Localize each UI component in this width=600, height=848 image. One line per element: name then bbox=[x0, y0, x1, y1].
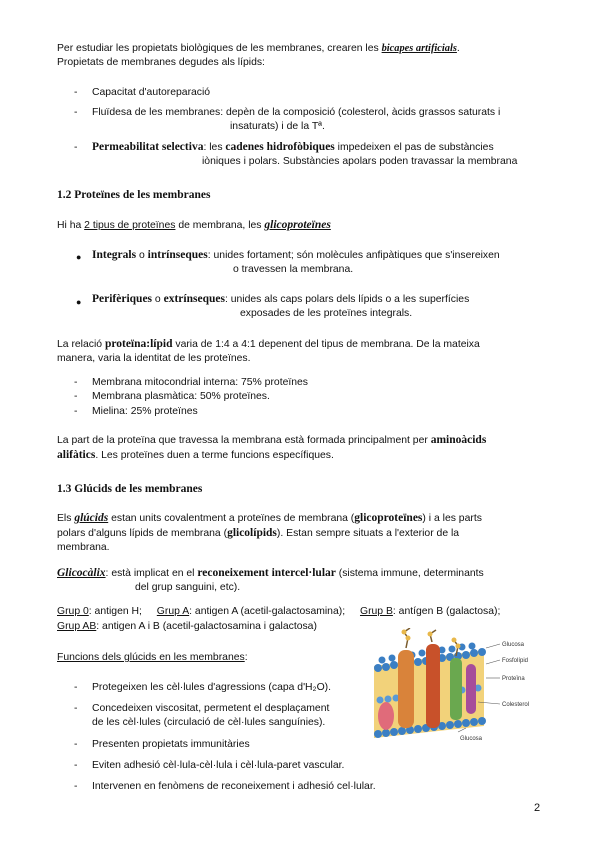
figure-label: Fosfolípid bbox=[502, 658, 529, 664]
dash: - bbox=[74, 87, 78, 98]
blood-groups-line1: Grup 0: antigen H; Grup A: antigen A (acetil-galactosamina); Grup B: antígen B (galactosa); bbox=[57, 606, 501, 617]
page-number: 2 bbox=[534, 802, 541, 814]
list-item: Membrana mitocondrial interna: 75% proteïnes bbox=[92, 377, 309, 388]
function-item: Protegeixen les cèl·lules d'agressions (capa d'H₂O). bbox=[92, 682, 332, 693]
dash: - bbox=[74, 391, 78, 402]
list-item: Permeabilitat selectiva: les cadenes hidrofòbiques impedeixen el pas de substàncies bbox=[92, 141, 494, 153]
protein-shape bbox=[466, 664, 476, 714]
figure-label: Colesterol bbox=[502, 702, 530, 708]
dash: - bbox=[74, 739, 78, 750]
dash: - bbox=[74, 406, 78, 417]
term-glicoproteines: glicoproteïnes bbox=[264, 219, 331, 231]
protein-shape bbox=[378, 702, 394, 730]
figure-label: Proteïna bbox=[502, 676, 525, 682]
function-item: Concedeixen viscositat, permetent el desplaçament bbox=[92, 703, 330, 714]
part-paragraph: La part de la proteïna que travessa la membrana està formada principalment per aminoàcids bbox=[57, 434, 487, 446]
ratio-line2: manera, varia la identitat de les proteïnes. bbox=[57, 353, 251, 364]
functions-heading: Funcions dels glúcids en les membranes: bbox=[57, 652, 248, 663]
list-item-cont: insaturats) i de la Tª. bbox=[230, 121, 325, 132]
bullet-item: Integrals o intrínseques: unides fortament; són molècules anfipàtiques que s'insereixen bbox=[92, 249, 500, 261]
term-bicapes: bicapes artificials bbox=[381, 43, 457, 54]
list-item: Capacitat d'autoreparació bbox=[92, 87, 211, 98]
dash: - bbox=[74, 377, 78, 388]
function-item: Eviten adhesió cèl·lula-cèl·lula i cèl·lula-paret vascular. bbox=[92, 760, 345, 771]
dash: - bbox=[74, 682, 78, 693]
figure-label: Glucosa bbox=[460, 736, 483, 742]
glucids-paragraph: Els glúcids estan units covalentment a proteïnes de membrana (glicoproteïnes) i a les parts bbox=[57, 512, 482, 524]
list-item: Fluïdesa de les membranes: depèn de la composició (colesterol, àcids grassos saturats i bbox=[92, 107, 501, 118]
ratio-paragraph: La relació proteïna:lípid varia de 1:4 a 4:1 depenent del tipus de membrana. De la mateixa bbox=[57, 338, 480, 350]
intro-line2: Propietats de membranes degudes als lípids: bbox=[57, 57, 265, 68]
protein-shape bbox=[398, 650, 414, 728]
dash: - bbox=[74, 142, 78, 153]
glucids-line2: polars d'alguns lípids de membrana (glicolípids). Estan sempre situats a l'exterior de la bbox=[57, 527, 460, 539]
list-item-cont: iòniques i polars. Substàncies apolars poden travassar la membrana bbox=[202, 156, 518, 167]
glucids-line3: membrana. bbox=[57, 542, 110, 553]
bullet-item: Perifèriques o extrínseques: unides als caps polars dels lípids o a les superfícies bbox=[92, 293, 470, 305]
list-item: Mielina: 25% proteïnes bbox=[92, 406, 198, 417]
protein-shape bbox=[426, 644, 440, 728]
bullet-icon: ● bbox=[76, 252, 82, 262]
dash: - bbox=[74, 781, 78, 792]
dash: - bbox=[74, 107, 78, 118]
glicocalix-line2: del grup sanguini, etc). bbox=[135, 582, 241, 593]
section-heading-1-2: 1.2 Proteïnes de les membranes bbox=[57, 189, 211, 201]
list-item: Membrana plasmàtica: 50% proteïnes. bbox=[92, 391, 270, 402]
part-line2: alifàtics. Les proteïnes duen a terme funcions específiques. bbox=[57, 449, 334, 461]
function-item: Presenten propietats immunitàries bbox=[92, 739, 250, 750]
function-item-cont: de les cèl·lules (circulació de cèl·lules sanguínies). bbox=[92, 717, 326, 728]
membrane-illustration bbox=[366, 628, 546, 758]
bullet-icon: ● bbox=[76, 297, 82, 307]
dash: - bbox=[74, 760, 78, 771]
intro-paragraph: Per estudiar les propietats biològiques de les membranes, crearen les bicapes artificials. bbox=[57, 43, 460, 54]
sec12-intro: Hi ha 2 tipus de proteïnes de membrana, les glicoproteïnes bbox=[57, 219, 331, 231]
bullet-item-cont: exposades de les proteïnes integrals. bbox=[240, 308, 413, 319]
bullet-item-cont: o travessen la membrana. bbox=[233, 264, 354, 275]
function-item: Intervenen en fenòmens de reconeixement i adhesió cel·lular. bbox=[92, 781, 376, 792]
blood-groups-line2: Grup AB: antigen A i B (acetil-galactosamina i galactosa) bbox=[57, 621, 317, 632]
protein-shape bbox=[450, 658, 462, 720]
dash: - bbox=[74, 703, 78, 714]
figure-label: Glucosa bbox=[502, 642, 525, 648]
section-heading-1-3: 1.3 Glúcids de les membranes bbox=[57, 483, 203, 495]
glicocalix-paragraph: Glicocàlix: està implicat en el reconeixement intercel·lular (sistema immune, determinants bbox=[57, 567, 484, 579]
